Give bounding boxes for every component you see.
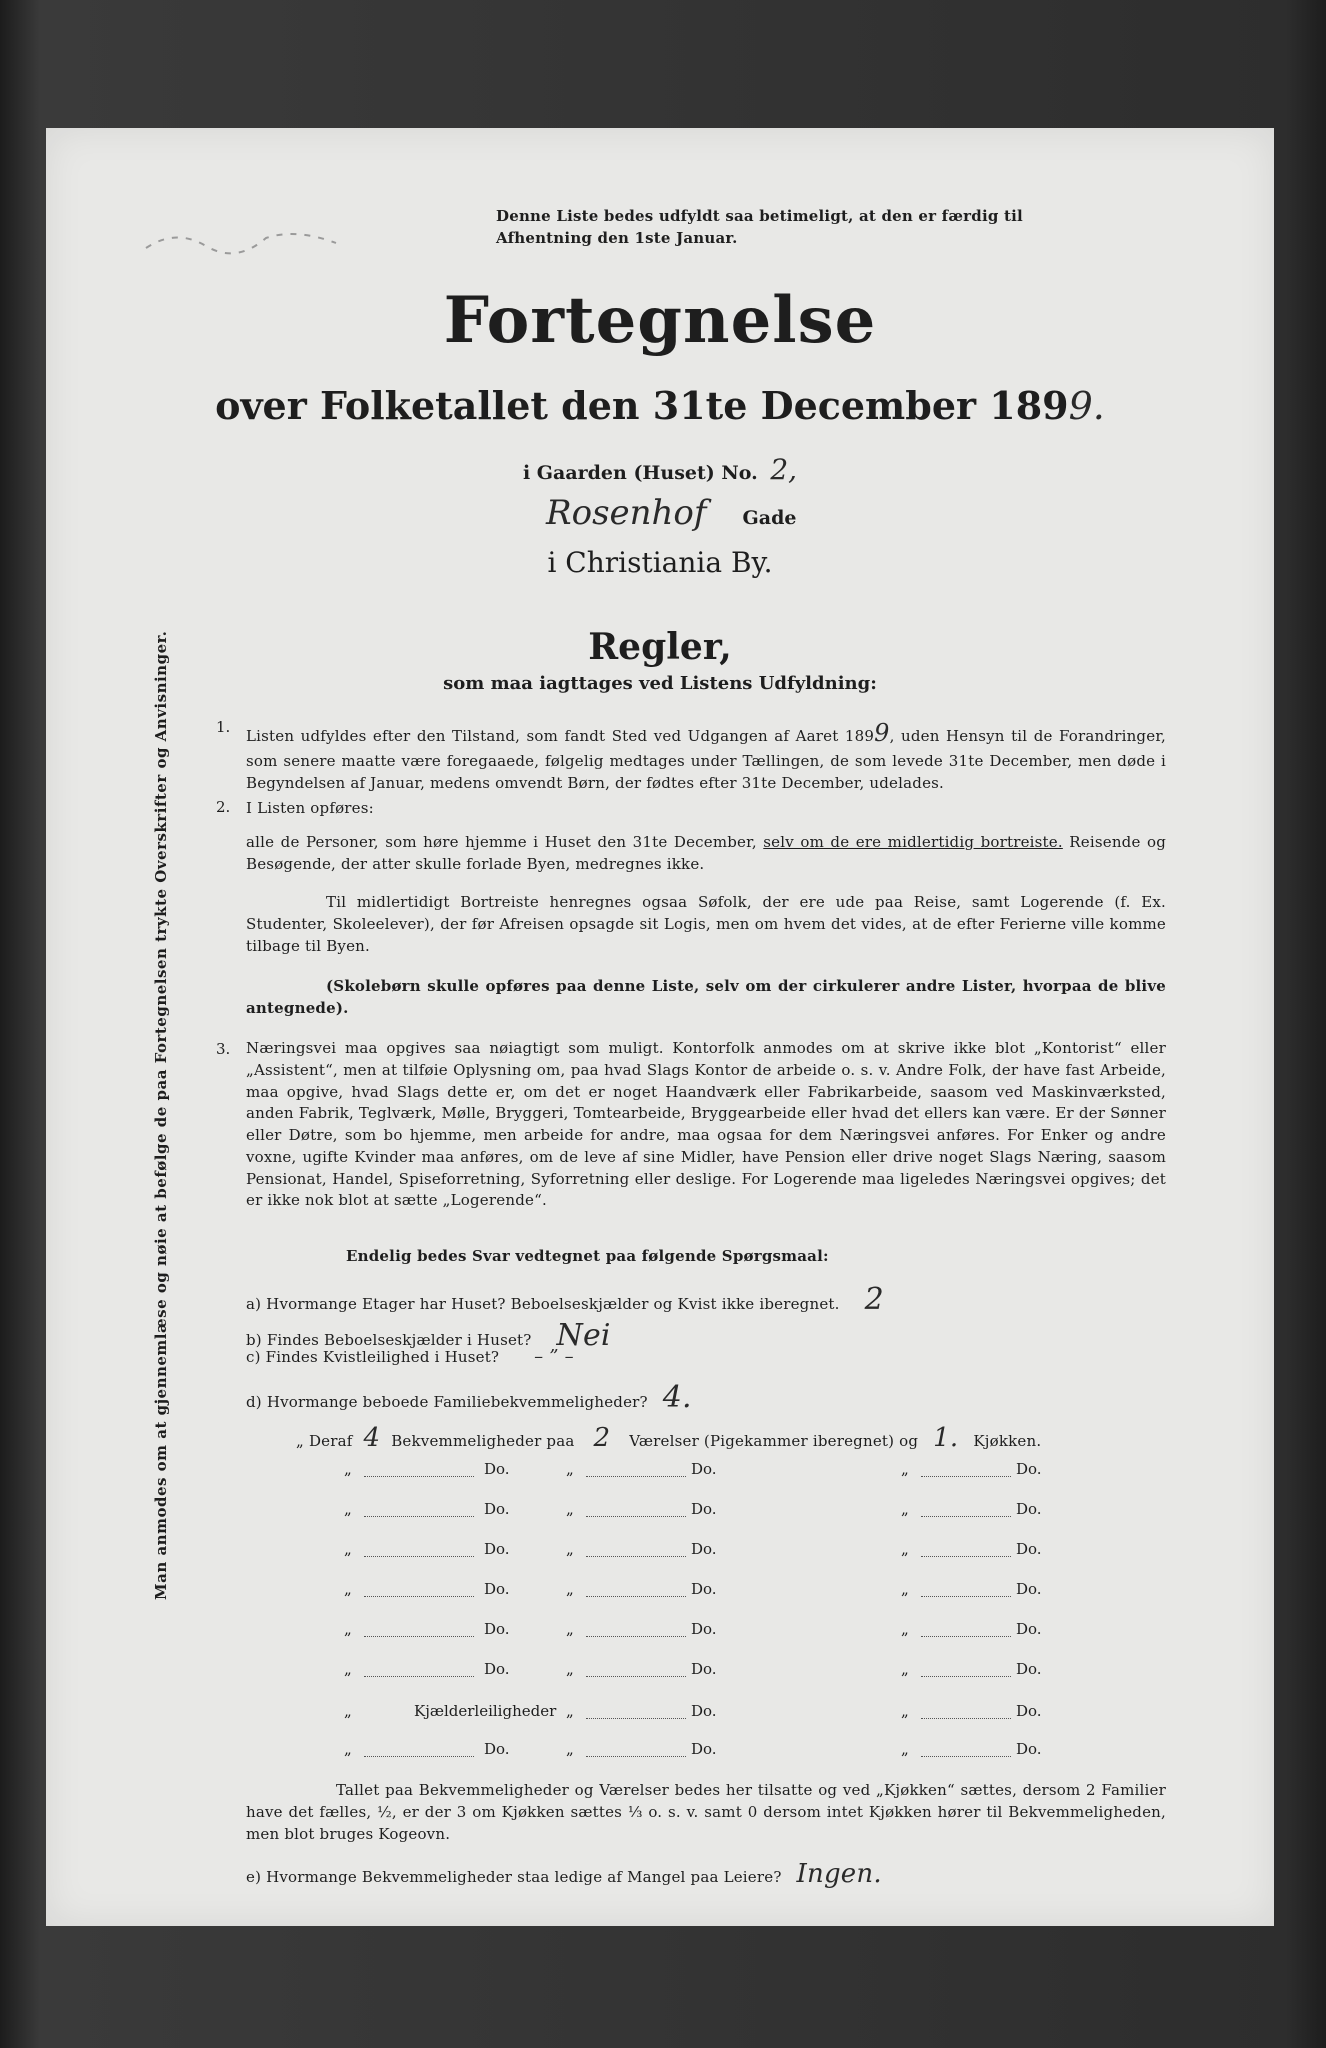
- do-label: Do.: [484, 1580, 510, 1598]
- blank-line: [586, 1636, 686, 1637]
- blank-line: [586, 1756, 686, 1757]
- rule2-paragraph3: (Skolebørn skulle opføres paa denne Liste, selv om der cirkulerer andre Lister, hvorpaa de blive antegnede).: [246, 977, 1166, 1017]
- deraf-prefix: „ Deraf: [296, 1432, 353, 1450]
- ditto-row: [46, 1500, 1274, 1526]
- do-label: Do.: [691, 1460, 717, 1478]
- rule2-p1-b: Reisende og Besøgende, der atter skulle forlade Byen, medregnes ikke.: [246, 833, 1167, 873]
- rule3-number: 3.: [216, 1040, 231, 1058]
- rules-subheading: som maa iagttages ved Listens Udfyldning:: [443, 673, 877, 694]
- blank-line: [586, 1676, 686, 1677]
- do-label: Do.: [484, 1660, 510, 1678]
- ditto-mark: „: [566, 1540, 574, 1558]
- do-label: Do.: [484, 1540, 510, 1558]
- do-label: Do.: [1016, 1540, 1042, 1558]
- do-label: Do.: [1016, 1660, 1042, 1678]
- do-label: Do.: [1016, 1500, 1042, 1518]
- ditto-mark: „: [344, 1702, 352, 1720]
- subtitle-year-handwritten: 9.: [1068, 384, 1105, 428]
- deraf-kitchens-handwritten: 1.: [933, 1423, 959, 1453]
- rule2-intro: I Listen opføres:: [246, 799, 374, 817]
- rule1-text-b: , uden Hensyn til de Forandringer, som senere maatte være foregaaede, følgelig medtages under Tællingen, de som levede 31te December, men døde i Begyndelsen af Januar, medens omvendt Børn, der fødtes efter 31te December, udelades.: [246, 727, 1167, 792]
- do-label: Do.: [691, 1540, 717, 1558]
- do-label: Do.: [1016, 1702, 1042, 1720]
- do-label: Do.: [1016, 1620, 1042, 1638]
- question-a-label: a) Hvormange Etager har Huset? Beboelseskjælder og Kvist ikke iberegnet.: [246, 1295, 840, 1313]
- kitchen-note: Tallet paa Bekvemmeligheder og Værelser bedes her tilsatte og ved „Kjøkken“ sættes, dersom 2 Familier have det fælles, ½, er der 3 om Kjøkken sættes ⅓ o. s. v. samt 0 dersom intet Kjøkken hører til Bekvemmeligheden, men blot bruges Kogeovn.: [246, 1781, 1166, 1843]
- subtitle-prefix: over Folketallet den 31te December 189: [215, 383, 1069, 428]
- do-label: Do.: [484, 1500, 510, 1518]
- do-label: Do.: [691, 1580, 717, 1598]
- ditto-row: [46, 1660, 1274, 1686]
- ditto-mark: „: [901, 1620, 909, 1638]
- blank-line: [921, 1718, 1011, 1719]
- blank-line: [586, 1556, 686, 1557]
- blank-line: [921, 1516, 1011, 1517]
- question-e-label: e) Hvormange Bekvemmeligheder staa ledige af Mangel paa Leiere?: [246, 1868, 782, 1886]
- rule1-text: [246, 716, 1166, 794]
- blank-line: [364, 1636, 474, 1637]
- sidebar-instruction: Man anmodes om at gjennemlæse og nøie at befølge de paa Fortegnelsen trykte Overskrifter og Anvisninger.: [152, 630, 170, 1600]
- ditto-mark: „: [566, 1660, 574, 1678]
- question-b-label: b) Findes Beboelseskjælder i Huset?: [246, 1331, 532, 1349]
- ditto-mark: „: [344, 1740, 352, 1758]
- blank-line: [921, 1476, 1011, 1477]
- gaard-line: [46, 453, 1274, 486]
- deraf-suffix: Kjøkken.: [973, 1432, 1042, 1450]
- rule2-number: 2.: [216, 798, 231, 816]
- blank-line: [921, 1676, 1011, 1677]
- city-line: i Christiania By.: [547, 546, 773, 579]
- rule2-paragraph1: [246, 832, 1166, 876]
- do-label: Do.: [484, 1740, 510, 1758]
- form-subtitle: [46, 383, 1274, 428]
- ditto-mark: „: [566, 1580, 574, 1598]
- blank-line: [364, 1476, 474, 1477]
- ditto-mark: „: [901, 1740, 909, 1758]
- ditto-row: [46, 1740, 1274, 1766]
- rule3-text: Næringsvei maa opgives saa nøiagtigt som muligt. Kontorfolk anmodes om at skrive ikke blot „Kontorist“ eller „Assistent“, men at tilføie Oplysning om, paa hvad Slags Kontor de arbeide o. s. v. Andre Folk, der have fast Arbeide, maa opgive, hvad Slags dette er, om det er noget Haandværk eller Fabrikarbeide, saasom ved Maskinværksted, anden Fabrik, Teglværk, Mølle, Bryggeri, Tomtearbeide, Bryggearbeide eller hvad det ellers kan være. Er der Sønner eller Døtre, som bo hjemme, men arbeide for andre, maa ogsaa for dem Næringsvei anføres. For Enker og andre voxne, ugifte Kvinder maa anføres, om de leve af sine Midler, have Pension eller drive noget Slags Næring, saasom Pensionat, Handel, Spiseforretning, Syforretning eller deslige. For Logerende maa ligeledes Næringsvei opgives; det er ikke nok blot at sætte „Logerende“.: [246, 1039, 1166, 1210]
- form-title: Fortegnelse: [443, 283, 877, 358]
- blank-line: [586, 1516, 686, 1517]
- ditto-mark: „: [901, 1540, 909, 1558]
- ditto-mark: „: [566, 1740, 574, 1758]
- ditto-mark: „: [566, 1460, 574, 1478]
- question-c: [246, 1344, 1146, 1370]
- deraf-mid1: Bekvemmeligheder paa: [391, 1432, 575, 1450]
- ditto-mark: „: [566, 1702, 574, 1720]
- question-d: [246, 1376, 1146, 1420]
- question-e: [246, 1856, 1146, 1894]
- question-e-answer-handwritten: Ingen.: [796, 1859, 882, 1889]
- ditto-row: [46, 1702, 1274, 1728]
- ditto-mark: „: [901, 1500, 909, 1518]
- blank-line: [921, 1756, 1011, 1757]
- do-label: Do.: [691, 1620, 717, 1638]
- do-label: Do.: [691, 1740, 717, 1758]
- blank-line: [364, 1516, 474, 1517]
- do-label: Do.: [484, 1620, 510, 1638]
- header-note: [496, 206, 1166, 250]
- rule1-number: 1.: [216, 718, 231, 736]
- ditto-row: [46, 1460, 1274, 1486]
- rule2-p1-a: alle de Personer, som høre hjemme i Huset den 31te December,: [246, 833, 757, 851]
- rule2-paragraph2: Til midlertidigt Bortreiste henregnes ogsaa Søfolk, der ere ude paa Reise, samt Logerende (f. Ex. Studenter, Skoleelever), der før Afreisen opsagde sit Logis, men om hvem det vides, at de efter Ferierne ville komme tilbage til Byen.: [246, 893, 1166, 955]
- rule1-year-handwritten: 9: [874, 719, 890, 747]
- blank-line: [364, 1596, 474, 1597]
- do-label: Do.: [1016, 1740, 1042, 1758]
- deraf-row: [296, 1420, 1196, 1458]
- ditto-mark: „: [344, 1580, 352, 1598]
- do-label: Do.: [1016, 1460, 1042, 1478]
- ditto-row: [46, 1580, 1274, 1606]
- question-d-answer-handwritten: 4.: [662, 1380, 692, 1415]
- ditto-mark: „: [566, 1620, 574, 1638]
- pencil-scribble-mark: [136, 208, 366, 278]
- street-line: [546, 493, 966, 533]
- question-c-label: c) Findes Kvistleilighed i Huset?: [246, 1348, 500, 1366]
- question-c-answer-handwritten: – ” –: [534, 1346, 574, 1367]
- question-a-answer-handwritten: 2: [864, 1282, 884, 1317]
- blank-line: [921, 1556, 1011, 1557]
- deraf-count-handwritten: 4: [363, 1423, 381, 1453]
- ditto-mark: „: [344, 1460, 352, 1478]
- ditto-row: [46, 1620, 1274, 1646]
- questions-intro: Endelig bedes Svar vedtegnet paa følgende Spørgsmaal:: [346, 1247, 829, 1265]
- ditto-mark: „: [344, 1620, 352, 1638]
- gaard-label: i Gaarden (Huset) No.: [522, 462, 758, 484]
- ditto-mark: „: [344, 1500, 352, 1518]
- question-b-answer-handwritten: Nei: [556, 1318, 611, 1353]
- rule1-text-a: Listen udfyldes efter den Tilstand, som fandt Sted ved Udgangen af Aaret 189: [246, 727, 875, 745]
- rules-heading: Regler,: [588, 626, 732, 668]
- blank-line: [921, 1636, 1011, 1637]
- blank-line: [586, 1476, 686, 1477]
- ditto-mark: „: [901, 1580, 909, 1598]
- question-d-label: d) Hvormange beboede Familiebekvemmeligheder?: [246, 1393, 648, 1411]
- deraf-mid2: Værelser (Pigekammer iberegnet) og: [629, 1432, 919, 1450]
- blank-line: [586, 1596, 686, 1597]
- blank-line: [921, 1596, 1011, 1597]
- deraf-rooms-handwritten: 2: [593, 1423, 611, 1453]
- header-note-line1: Denne Liste bedes udfyldt saa betimeligt, at den er færdig til: [496, 207, 1023, 225]
- street-suffix: Gade: [742, 507, 797, 529]
- ditto-mark: „: [344, 1660, 352, 1678]
- ditto-mark: „: [901, 1460, 909, 1478]
- blank-line: [364, 1556, 474, 1557]
- census-form-page: [46, 128, 1274, 1926]
- header-note-line2: Afhentning den 1ste Januar.: [496, 228, 738, 247]
- do-label: Do.: [1016, 1580, 1042, 1598]
- kjaelder-label: Kjælderleiligheder: [414, 1702, 557, 1720]
- ditto-mark: „: [901, 1660, 909, 1678]
- blank-line: [364, 1676, 474, 1677]
- blank-line: [586, 1718, 686, 1719]
- ditto-mark: „: [901, 1702, 909, 1720]
- do-label: Do.: [691, 1660, 717, 1678]
- gaard-number-handwritten: 2,: [770, 453, 798, 486]
- do-label: Do.: [691, 1500, 717, 1518]
- ditto-mark: „: [566, 1500, 574, 1518]
- do-label: Do.: [484, 1460, 510, 1478]
- street-name-handwritten: Rosenhof: [546, 493, 707, 533]
- rule2-p1-underlined: selv om de ere midlertidig bortreiste.: [763, 833, 1063, 851]
- blank-line: [364, 1756, 474, 1757]
- ditto-row: [46, 1540, 1274, 1566]
- ditto-mark: „: [344, 1540, 352, 1558]
- do-label: Do.: [691, 1702, 717, 1720]
